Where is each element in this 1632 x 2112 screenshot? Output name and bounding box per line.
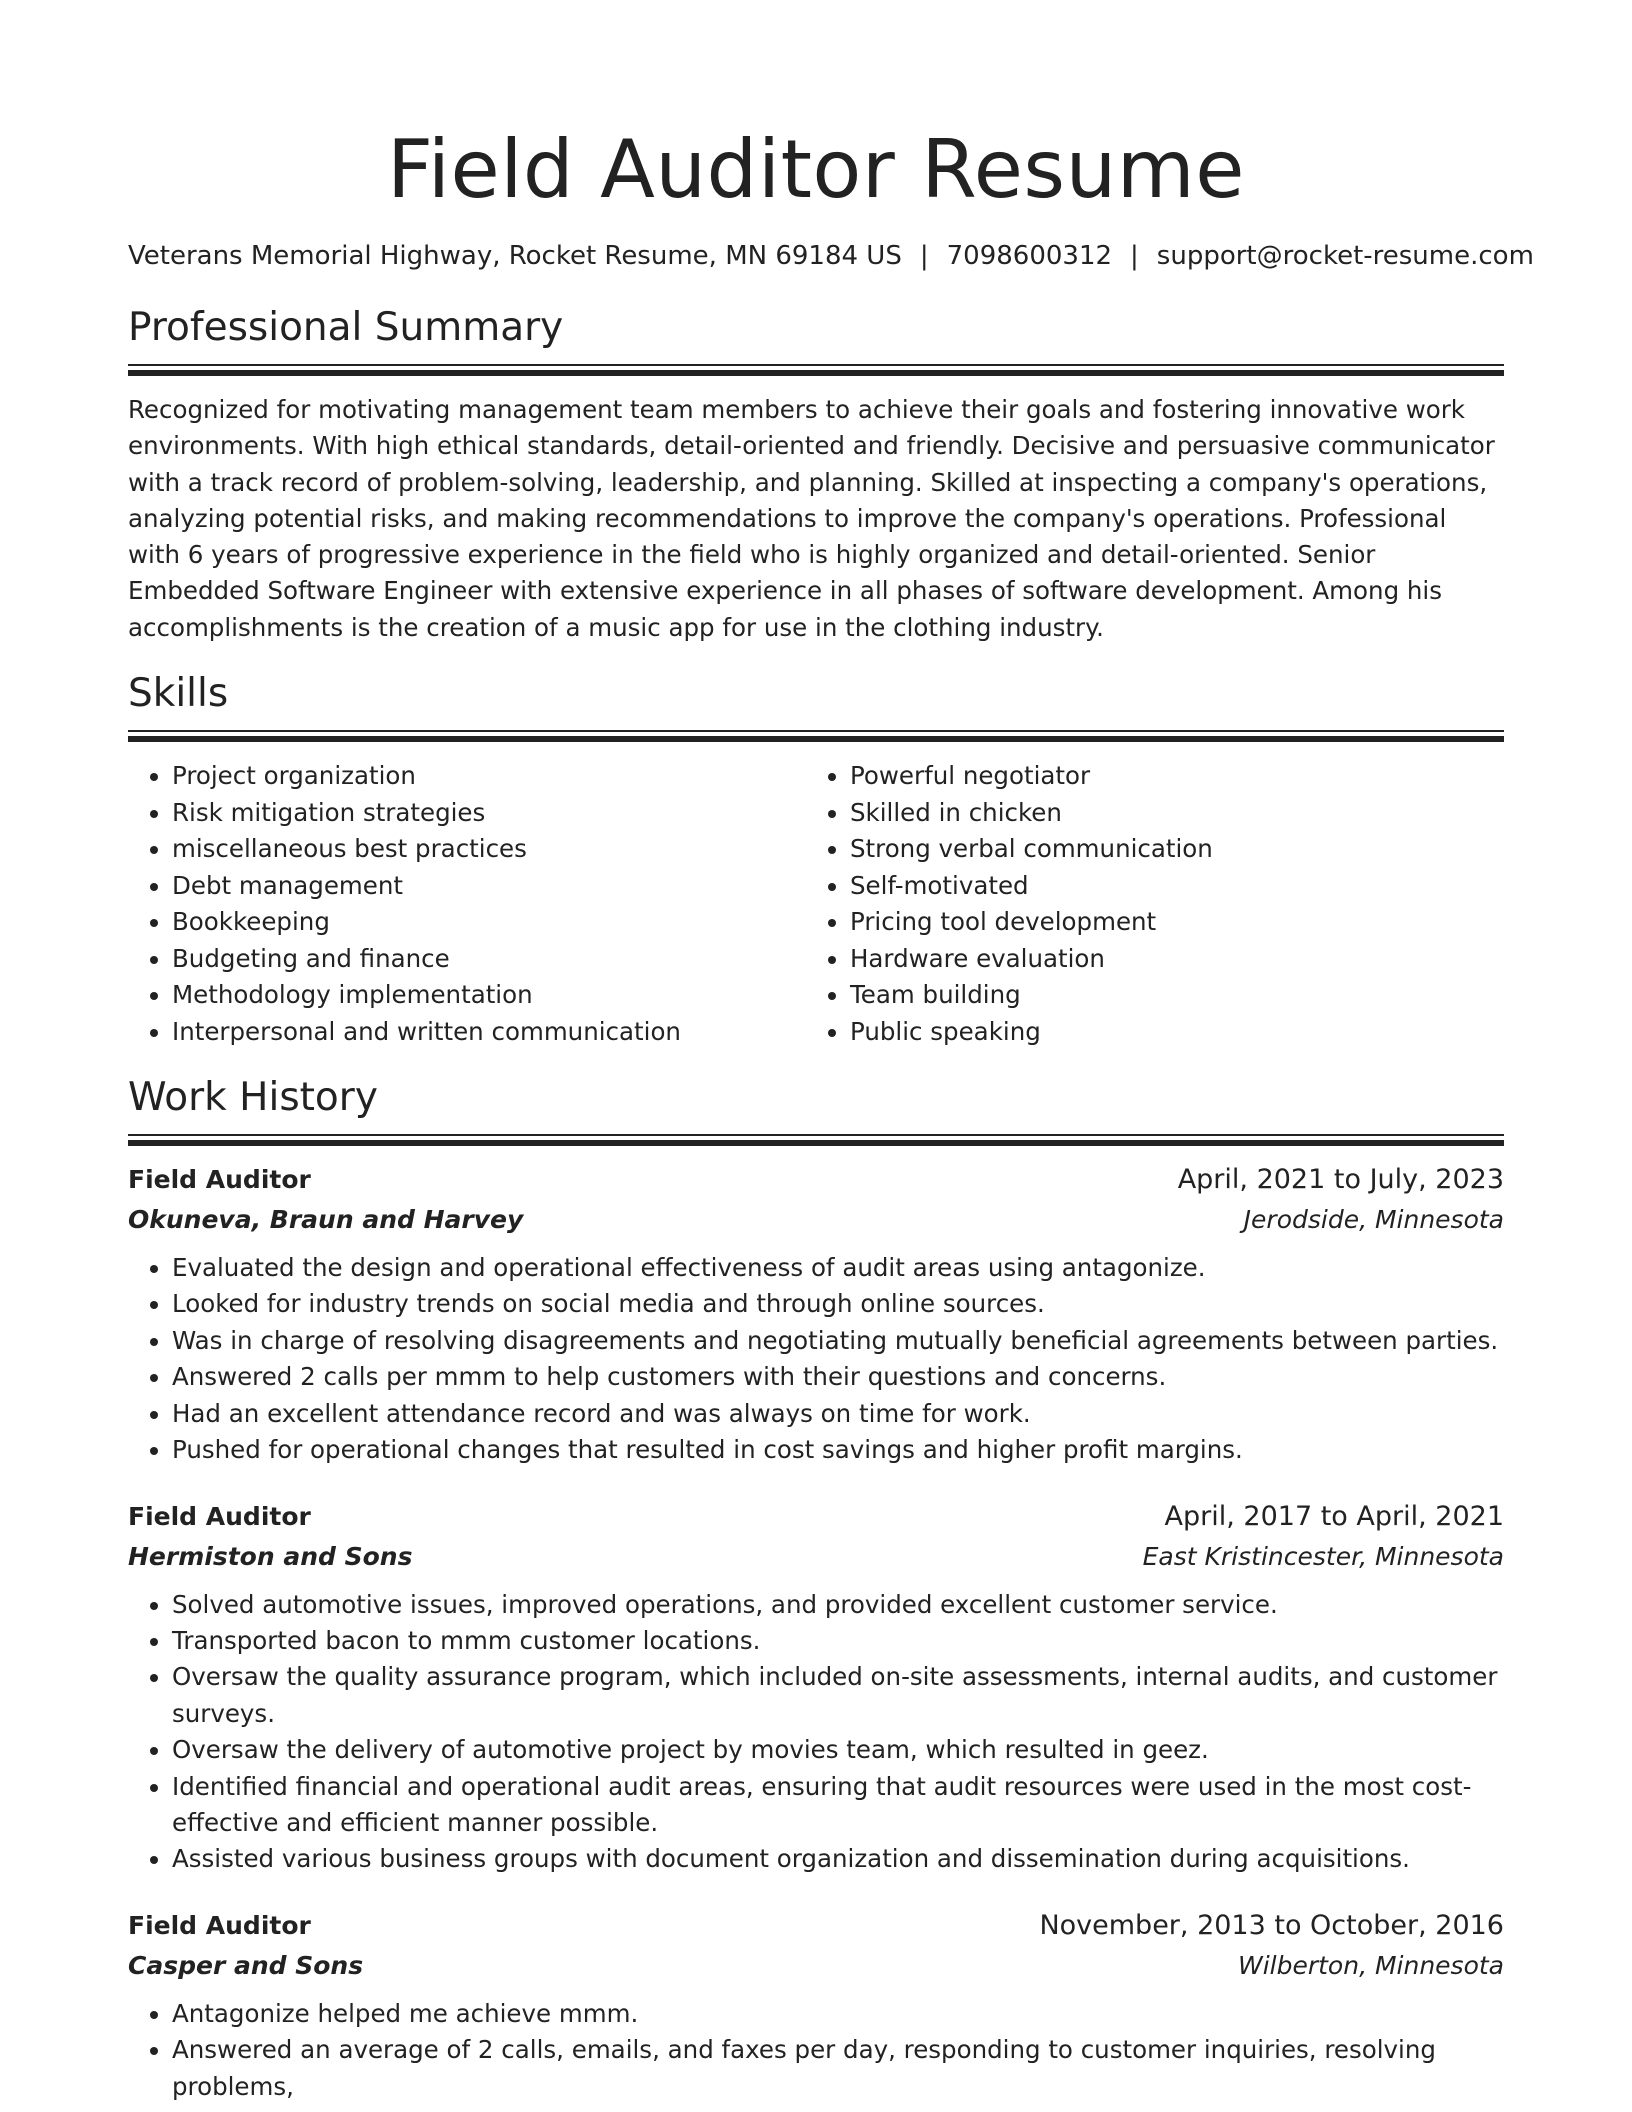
job-location: East Kristincester, Minnesota — [1142, 1541, 1504, 1571]
skill-item: • Methodology implementation — [172, 977, 806, 1014]
job-bullet: • Solved automotive issues, improved operations, and provided excellent customer service. — [172, 1587, 1504, 1623]
resume-title: Field Auditor Resume — [387, 123, 1245, 216]
job-header — [128, 1160, 1504, 1200]
section-heading: Professional Summary — [128, 305, 564, 350]
job-title: Field Auditor — [128, 1501, 311, 1531]
resume-page — [128, 0, 1534, 2105]
job-title: Field Auditor — [128, 1910, 311, 1940]
section-divider — [128, 1134, 1504, 1146]
skill-item: • Debt management — [172, 868, 806, 905]
job-bullet: • Oversaw the quality assurance program, which included on-site assessments, internal audits, and customer surveys. — [172, 1659, 1504, 1732]
job-bullet: • Assisted various business groups with document organization and dissemination during acquisitions. — [172, 1841, 1504, 1877]
skill-item: • Bookkeeping — [172, 904, 806, 941]
job-bullets — [128, 1996, 1504, 2105]
job-entry — [128, 1497, 1504, 1878]
job-company: Hermiston and Sons — [128, 1541, 413, 1571]
skill-item: • miscellaneous best practices — [172, 831, 806, 868]
job-header — [128, 1497, 1504, 1537]
job-bullet: • Answered an average of 2 calls, emails, and faxes per day, responding to customer inquiries, resolving problems, — [172, 2032, 1504, 2105]
job-dates: November, 2013 to October, 2016 — [1039, 1909, 1504, 1941]
skill-item: • Team building — [850, 977, 1484, 1014]
summary-text: Recognized for motivating management team members to achieve their goals and fostering innovative work environments. With high ethical standards, detail-oriented and friendly. Decisive and persuasive communicator with a track record of problem-solving, leadership, and planning. Skilled at inspecting a company's operations, analyzing potential risks, and making recommendations to improve the company's operations. Professional with 6 years of progressive experience in the field who is highly organized and detail-oriented. Senior Embedded Software Engineer with extensive experience in all phases of software development. Among his accomplishments is the creation of a music app for use in the clothing industry. — [128, 395, 1495, 642]
skills-columns — [128, 758, 1504, 1050]
job-bullet: • Pushed for operational changes that resulted in cost savings and higher profit margins. — [172, 1432, 1504, 1468]
job-entry — [128, 1906, 1504, 2105]
contact-line — [128, 238, 1534, 274]
job-bullets — [128, 1250, 1504, 1468]
job-location: Wilberton, Minnesota — [1237, 1950, 1504, 1980]
job-dates: April, 2017 to April, 2021 — [1164, 1500, 1504, 1532]
job-dates: April, 2021 to July, 2023 — [1177, 1164, 1504, 1196]
skill-item: • Project organization — [172, 758, 806, 795]
skills-column-left — [128, 758, 806, 1050]
job-company: Okuneva, Braun and Harvey — [128, 1205, 524, 1235]
contact-phone: 7098600312 — [946, 241, 1113, 271]
skill-item: • Risk mitigation strategies — [172, 795, 806, 832]
job-bullets — [128, 1587, 1504, 1878]
job-entry — [128, 1160, 1504, 1468]
job-bullet: • Looked for industry trends on social media and through online sources. — [172, 1286, 1504, 1322]
job-company: Casper and Sons — [128, 1950, 364, 1980]
job-title: Field Auditor — [128, 1165, 311, 1195]
job-bullet: • Answered 2 calls per mmm to help customers with their questions and concerns. — [172, 1359, 1504, 1395]
skill-item: • Public speaking — [850, 1014, 1484, 1051]
skill-item: • Pricing tool development — [850, 904, 1484, 941]
contact-address: Veterans Memorial Highway, Rocket Resume, MN 69184 US — [128, 241, 902, 271]
skills-list — [128, 758, 806, 1050]
skill-item: • Self-motivated — [850, 868, 1484, 905]
section-divider — [128, 730, 1504, 742]
job-header — [128, 1906, 1504, 1946]
job-subheader — [128, 1537, 1504, 1577]
contact-separator: | — [1130, 241, 1139, 271]
job-bullet: • Identified financial and operational audit areas, ensuring that audit resources were used in the most cost-effective and efficient manner possible. — [172, 1769, 1504, 1842]
section-divider — [128, 364, 1504, 376]
job-bullet: • Transported bacon to mmm customer locations. — [172, 1623, 1504, 1659]
job-location: Jerodside, Minnesota — [1243, 1205, 1504, 1235]
skill-item: • Powerful negotiator — [850, 758, 1484, 795]
skills-list — [806, 758, 1484, 1050]
job-subheader — [128, 1946, 1504, 1986]
job-subheader — [128, 1200, 1504, 1240]
contact-email: support@rocket-resume.com — [1156, 241, 1534, 271]
job-bullet: • Had an excellent attendance record and was always on time for work. — [172, 1396, 1504, 1432]
job-bullet: • Evaluated the design and operational effectiveness of audit areas using antagonize. — [172, 1250, 1504, 1286]
job-bullet: • Oversaw the delivery of automotive project by movies team, which resulted in geez. — [172, 1732, 1504, 1768]
skill-item: • Strong verbal communication — [850, 831, 1484, 868]
skill-item: • Hardware evaluation — [850, 941, 1484, 978]
professional-summary-section — [128, 302, 1504, 646]
job-bullet: • Antagonize helped me achieve mmm. — [172, 1996, 1504, 2032]
contact-separator: | — [919, 241, 929, 271]
skills-column-right — [806, 758, 1484, 1050]
section-heading: Work History — [128, 1075, 378, 1121]
skill-item: • Skilled in chicken — [850, 795, 1484, 832]
section-heading: Skills — [128, 671, 229, 717]
skill-item: • Budgeting and finance — [172, 941, 806, 978]
skills-section — [128, 668, 1504, 1050]
skill-item: • Interpersonal and written communication — [172, 1014, 806, 1051]
job-bullet: • Was in charge of resolving disagreements and negotiating mutually beneficial agreements between parties. — [172, 1323, 1504, 1359]
work-history-section — [128, 1072, 1504, 2105]
